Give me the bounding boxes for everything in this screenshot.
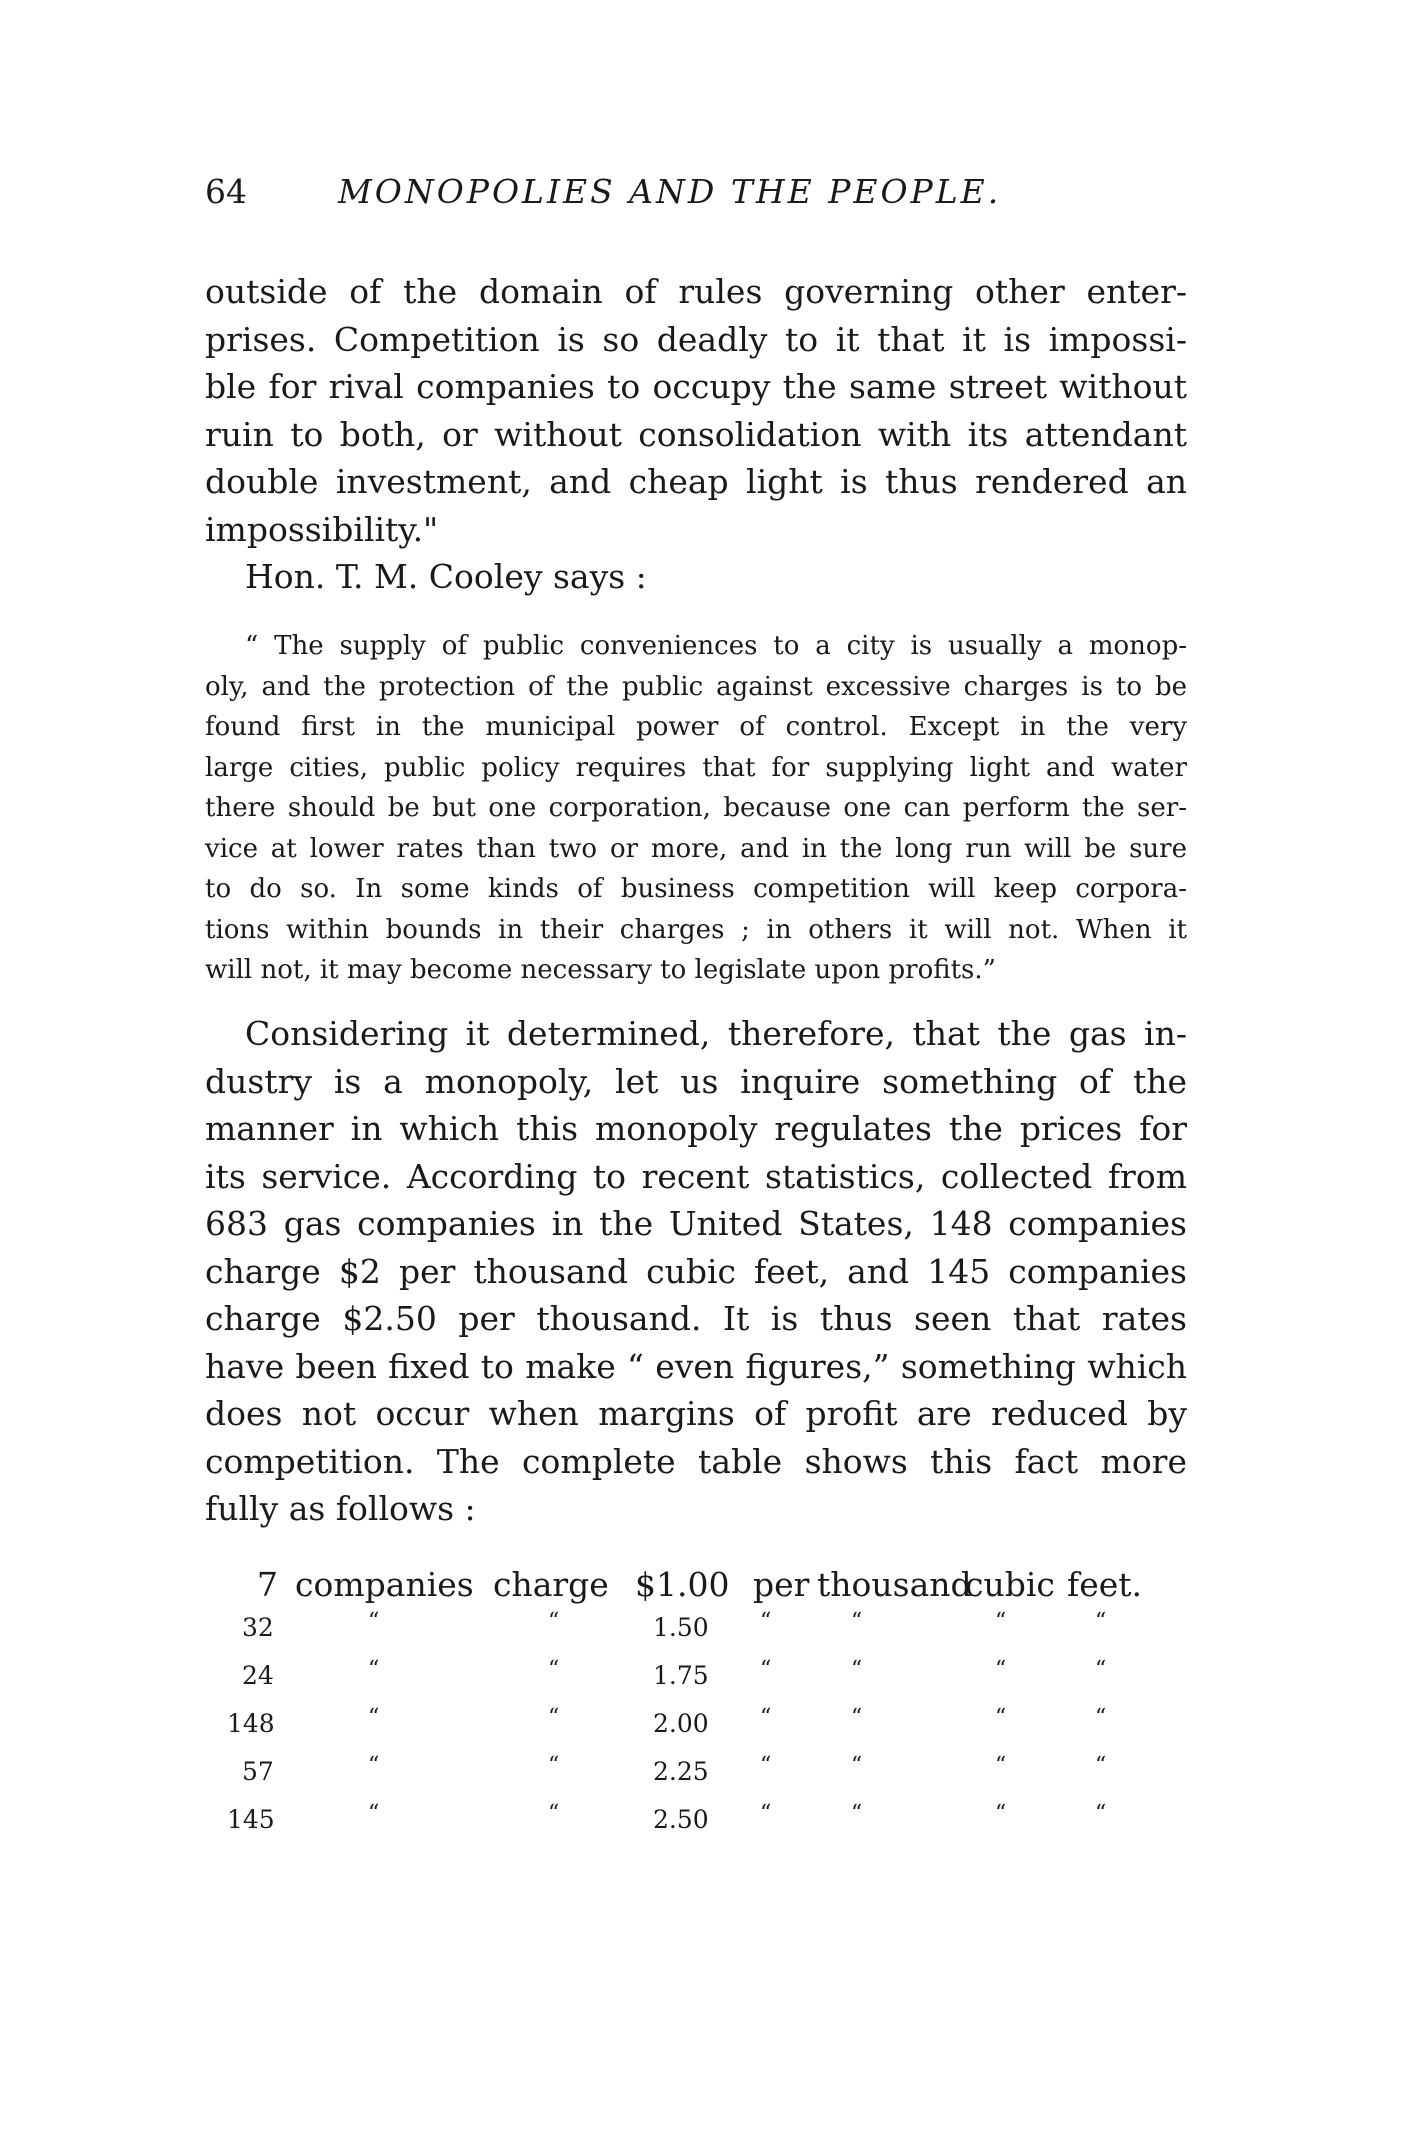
ditto: “	[548, 1657, 560, 1682]
ditto: “	[995, 1801, 1007, 1826]
price: 1.75	[653, 1661, 709, 1690]
price: 2.50	[653, 1805, 709, 1834]
quote-line: found first in the municipal power of control. Except in the very	[205, 712, 1187, 742]
ditto: “	[1095, 1801, 1107, 1826]
ditto: “	[760, 1657, 772, 1682]
text-line: competition. The complete table shows this fact more	[205, 1441, 1187, 1481]
price: 2.00	[653, 1709, 709, 1738]
count: 24	[242, 1661, 274, 1690]
ditto: “	[548, 1801, 560, 1826]
ditto: “	[1095, 1609, 1107, 1634]
page-header	[205, 172, 1205, 222]
quote-line: will not, it may become necessary to legislate upon profits.”	[205, 955, 996, 985]
text-line: prises. Competition is so deadly to it that it is impossi-	[205, 319, 1187, 359]
text-line: its service. According to recent statistics, collected from	[205, 1156, 1187, 1196]
ditto: “	[851, 1801, 863, 1826]
text-line: manner in which this monopoly regulates the prices for	[205, 1109, 1187, 1148]
ditto: “	[995, 1609, 1007, 1634]
ditto: “	[995, 1657, 1007, 1682]
ditto: “	[760, 1801, 772, 1826]
ditto: “	[1095, 1657, 1107, 1682]
text-line: does not occur when margins of profit are reduced by	[205, 1394, 1187, 1433]
ditto: “	[760, 1609, 772, 1634]
text-line: impossibility."	[205, 509, 439, 549]
ditto: “	[548, 1705, 560, 1730]
text-line: charge $2 per thousand cubic feet, and 145 companies	[205, 1251, 1187, 1291]
text-line: dustry is a monopoly, let us inquire something of the	[205, 1061, 1187, 1101]
ditto: “	[995, 1753, 1007, 1778]
count: 57	[242, 1757, 274, 1786]
ditto: “	[851, 1657, 863, 1682]
ditto: “	[995, 1705, 1007, 1730]
text-line: outside of the domain of rules governing other enter-	[205, 272, 1187, 311]
cooley-quote	[205, 626, 1187, 991]
text-line: double investment, and cheap light is thus rendered an	[205, 462, 1187, 501]
price: 2.25	[653, 1757, 709, 1786]
paragraph-2	[205, 1010, 1187, 1533]
ditto: “	[368, 1609, 380, 1634]
running-title: MONOPOLIES AND THE PEOPLE.	[338, 172, 1002, 211]
attribution: Hon. T. M. Cooley says :	[245, 557, 647, 596]
ditto: “	[368, 1753, 380, 1778]
label: per	[753, 1565, 810, 1604]
ditto: “	[368, 1801, 380, 1826]
count: 145	[227, 1805, 275, 1834]
ditto: “	[1095, 1753, 1107, 1778]
text-line: Considering it determined, therefore, that the gas in-	[245, 1014, 1187, 1053]
text-line: ruin to both, or without consolidation with its attendant	[205, 414, 1187, 454]
label: thousand	[817, 1565, 972, 1604]
quote-line: large cities, public policy requires that for supplying light and water	[205, 752, 1187, 783]
count: 32	[242, 1613, 274, 1642]
text-line: 683 gas companies in the United States, 148 companies	[205, 1204, 1187, 1243]
ditto: “	[548, 1609, 560, 1634]
price: $1.00	[635, 1565, 730, 1604]
count: 7	[257, 1565, 278, 1604]
count: 148	[227, 1709, 275, 1738]
label: cubic	[965, 1565, 1055, 1604]
text-line: charge $2.50 per thousand. It is thus seen that rates	[205, 1299, 1187, 1338]
ditto: “	[851, 1705, 863, 1730]
text-line: have been fixed to make “ even figures,” something which	[205, 1346, 1187, 1386]
quote-line: to do so. In some kinds of business competition will keep corpora-	[205, 874, 1187, 904]
text-line: fully as follows :	[205, 1489, 476, 1528]
label: companies	[295, 1565, 474, 1604]
quote-line: tions within bounds in their charges ; in others it will not. When it	[205, 914, 1187, 945]
ditto: “	[548, 1753, 560, 1778]
text-line: ble for rival companies to occupy the same street without	[205, 367, 1187, 406]
page-number: 64	[205, 172, 247, 211]
ditto: “	[368, 1657, 380, 1682]
ditto: “	[1095, 1705, 1107, 1730]
quote-line: there should be but one corporation, because one can perform the ser-	[205, 793, 1187, 823]
ditto: “	[760, 1753, 772, 1778]
label: charge	[493, 1565, 609, 1604]
quote-line: vice at lower rates than two or more, and in the long run will be sure	[205, 833, 1187, 864]
ditto: “	[851, 1609, 863, 1634]
ditto: “	[368, 1705, 380, 1730]
price: 1.50	[653, 1613, 709, 1642]
paragraph-1	[205, 268, 1187, 601]
quote-line: oly, and the protection of the public against excessive charges is to be	[205, 671, 1187, 702]
quote-line: “ The supply of public conveniences to a city is usually a monop-	[245, 631, 1187, 661]
label: feet.	[1067, 1565, 1143, 1604]
ditto: “	[760, 1705, 772, 1730]
ditto: “	[851, 1753, 863, 1778]
